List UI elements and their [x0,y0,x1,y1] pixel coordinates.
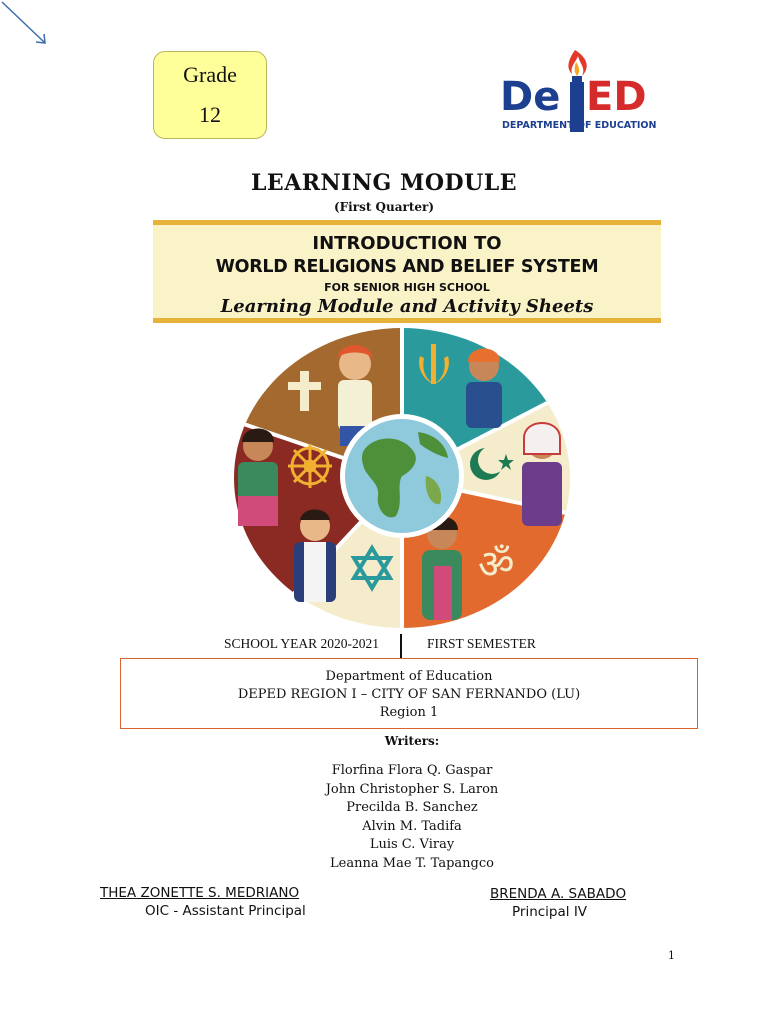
office-box [120,658,698,729]
globe-icon [340,414,464,538]
grade-label: Grade [183,62,237,87]
signatory-name: THEA ZONETTE S. MEDRIANO [100,885,300,901]
module-title: LEARNING MODULE [250,170,518,196]
writer-name: Florfina Flora Q. Gaspar [331,763,493,778]
signatory-name: BRENDA A. SABADO [490,886,627,902]
signatory-title: OIC - Assistant Principal [145,903,306,919]
signatory-title: Principal IV [512,904,588,920]
writer-name: Luis C. Viray [369,837,455,853]
office-line-2: DEPED REGION I – CITY OF SAN FERNANDO (LU) [237,687,581,702]
corner-arrow-icon [0,0,50,50]
svg-text:DEPARTMENT OF EDUCATION: DEPARTMENT OF EDUCATION [502,120,657,131]
writers-list [0,762,768,874]
subject-banner [153,220,661,323]
banner-line-4: Learning Module and Activity Sheets [220,296,594,317]
quarter-label: (First Quarter) [333,200,434,214]
deped-logo [498,44,668,136]
child-figure-buddhist [238,429,278,527]
child-figure-jewish [294,510,336,603]
banner-line-3: FOR SENIOR HIGH SCHOOL [324,281,490,294]
child-figure-muslim [522,423,562,526]
om-icon: ॐ [478,542,515,588]
writers-heading: Writers: [384,734,440,748]
world-religions-illustration [220,326,580,630]
writer-name: Leanna Mae T. Tapangco [330,855,494,871]
grade-number: 12 [199,102,221,127]
school-year: SCHOOL YEAR 2020-2021 [224,636,379,651]
svg-text:ED: ED [586,74,647,120]
grade-badge [153,51,267,139]
office-line-3: Region 1 [379,705,439,720]
writer-name: Precilda B. Sanchez [346,800,478,816]
banner-line-1: INTRODUCTION TO [312,233,502,254]
page-number: 1 [668,949,675,962]
divider [400,634,402,658]
banner-line-2: WORLD RELIGIONS AND BELIEF SYSTEM [215,257,599,277]
writer-name: Alvin M. Tadifa [362,818,462,834]
semester: FIRST SEMESTER [427,636,536,651]
dharma-wheel-icon [288,444,332,488]
writer-name: John Christopher S. Laron [325,781,499,797]
svg-text:De: De [500,74,561,120]
office-line-1: Department of Education [325,669,493,684]
child-figure-sikh [466,349,502,429]
